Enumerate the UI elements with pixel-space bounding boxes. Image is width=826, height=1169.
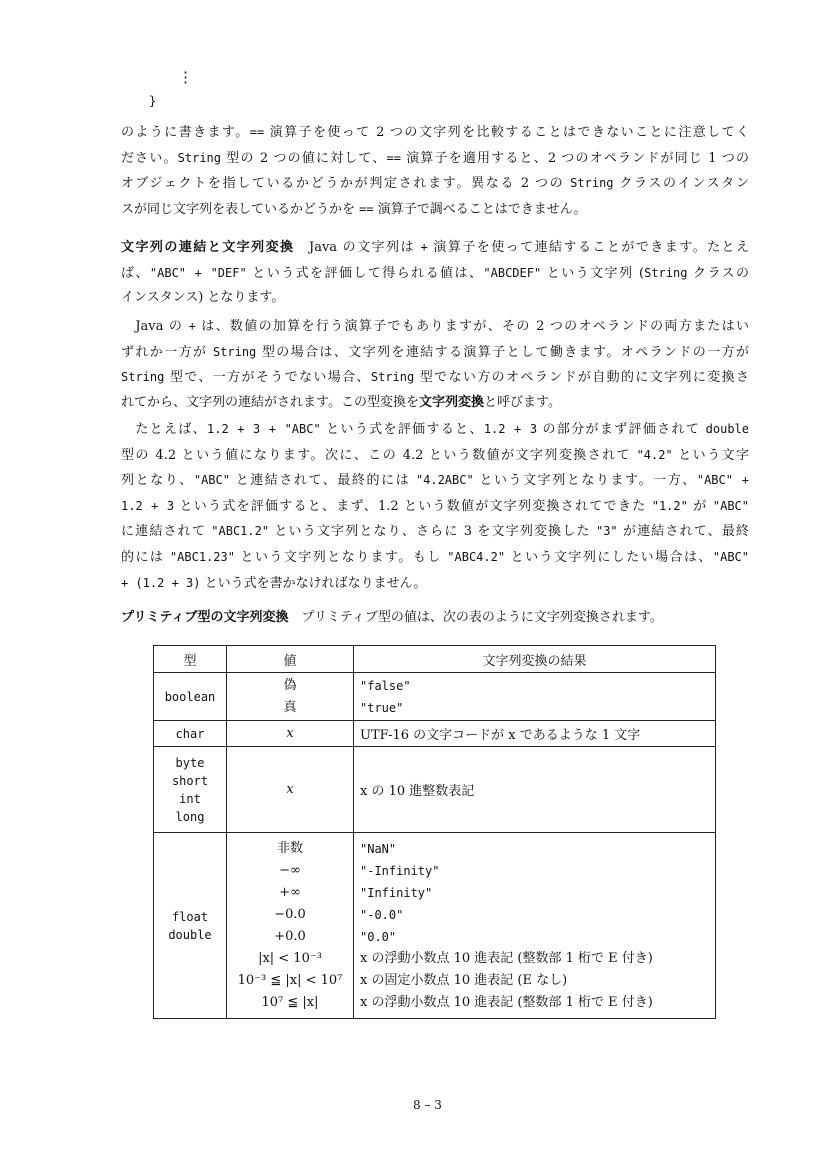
paragraph-plus-operator [121, 314, 749, 415]
text-run: たとえば、 [121, 422, 207, 437]
text-line [121, 146, 749, 172]
text-line [121, 571, 749, 597]
text-run: スが同じ文字列を表しているかどうかを [121, 201, 360, 217]
char-result-cell: UTF-16 の文字コードが x であるような 1 文字 [354, 721, 716, 747]
text-run: が連結されて、最終 [617, 524, 749, 540]
code-fragment: "4.2ABC" [415, 473, 474, 488]
code-fragment: + [188, 319, 196, 333]
code-fragment: double [705, 422, 750, 436]
floating-values-cell [227, 833, 354, 1019]
header-value: 値 [227, 646, 354, 673]
text-run: 型の 2 つの値に対して、 [221, 150, 387, 166]
text-run: プリミティブ型の値は、次の表のように文字列変換されます。 [288, 610, 663, 625]
text-run: という文字列 ( [541, 265, 645, 281]
text-run: という文字列にしたい場合は、 [505, 549, 713, 565]
text-run: という式を評価して得られる値は、 [246, 265, 484, 281]
text-run: Java の文字列は [294, 240, 421, 255]
integer-types-cell [154, 747, 227, 833]
text-run: オブジェクトを指しているかどうかが判定されます。異なる 2 つの [121, 176, 571, 192]
value-large-magnitude: 10⁷ ≦ |x| [261, 994, 319, 1010]
text-run: インスタンス) となります。 [121, 290, 285, 306]
code-fragment: String [121, 370, 165, 385]
code-fragment: "ABC1.23" [169, 549, 235, 564]
table-row [154, 673, 716, 721]
text-run: 型でない方のオペランドが自動的に文字列に変換さ [414, 370, 750, 386]
bold-term: 文字列変換 [418, 394, 484, 410]
table-row [154, 721, 716, 747]
text-run: は、数値の加算を行う演算子でもありますが、その 2 つのオペランドの両方またはい [195, 319, 749, 334]
text-line [121, 391, 749, 416]
value-mid-magnitude: 10⁻³ ≦ |x| < 10⁷ [237, 972, 343, 988]
text-line [121, 494, 749, 520]
text-line [121, 365, 749, 391]
code-fragment: "1.2" [651, 498, 688, 513]
code-fragment: "ABC" [712, 549, 749, 564]
code-fragment: 1.2 + 3 [483, 422, 538, 436]
floating-types-cell [154, 833, 227, 1019]
code-closing-brace: } [149, 94, 157, 108]
text-line [121, 171, 749, 197]
text-line [121, 235, 749, 261]
code-fragment: "ABC" [712, 498, 749, 513]
code-fragment: + (1.2 + 3) [121, 575, 201, 590]
value-true: 真 [283, 699, 297, 715]
code-fragment: "ABCDEF" [483, 265, 542, 280]
header-type: 型 [154, 646, 227, 673]
text-run: のように書きます。 [121, 125, 250, 140]
value-positive-infinity: +∞ [279, 884, 301, 900]
type-name: long [175, 809, 205, 824]
text-run: という式を評価すると、 [320, 422, 484, 437]
code-fragment: String [212, 344, 257, 359]
code-fragment: == [386, 150, 401, 165]
text-run: と連結されて、最終的には [229, 473, 416, 489]
code-fragment: "ABC" + "DEF" [149, 265, 247, 280]
result-true: "true" [360, 700, 404, 715]
conversion-table [153, 645, 716, 1019]
code-fragment: "ABC" [193, 473, 230, 488]
text-run: クラスの [687, 265, 749, 281]
char-value-cell: x [227, 721, 354, 747]
boolean-type-cell [154, 673, 227, 721]
integer-result-cell: x の 10 進整数表記 [354, 747, 716, 833]
text-line [121, 606, 749, 631]
value-positive-zero: +0.0 [274, 928, 306, 944]
value-small-magnitude: |x| < 10⁻³ [258, 950, 322, 966]
text-run: という文字列となります。一方、 [473, 473, 697, 489]
text-run: 演算子を使って連結することができます。たとえ [427, 240, 749, 255]
result-positive-infinity: "Infinity" [360, 885, 433, 900]
char-type-cell: char [154, 721, 227, 747]
type-name: int [179, 791, 201, 806]
table-row [154, 833, 716, 1019]
text-run: に連結されて [121, 524, 212, 540]
text-run: という文字列となり、さらに 3 を文字列変換した [269, 524, 596, 540]
type-name: byte [175, 755, 205, 770]
code-fragment: String [370, 370, 415, 385]
paragraph-string-equality [121, 120, 749, 222]
text-run: 演算子で調べることはできません。 [373, 201, 587, 217]
paragraph-primitive-conversion [121, 606, 749, 631]
text-run: 演算子を適用すると、2 つのオペランドが同じ 1 つの [400, 150, 749, 166]
integer-value-cell: x [227, 747, 354, 833]
code-fragment: 1.2 + 3 + "ABC" [207, 422, 321, 436]
result-negative-zero: "-0.0" [360, 907, 404, 922]
result-nan: "NaN" [360, 841, 397, 856]
result-small-magnitude: x の浮動小数点 10 進表記 (整数部 1 桁で E 付き) [360, 950, 653, 966]
code-fragment: "ABC1.2" [211, 524, 270, 539]
value-nan: 非数 [276, 840, 303, 856]
boolean-values-cell [227, 673, 354, 721]
text-line [121, 120, 749, 146]
text-line [121, 340, 749, 366]
text-run: クラスのインスタン [613, 176, 749, 192]
code-fragment: + [420, 240, 428, 254]
paragraph-conversion-example [121, 417, 749, 596]
text-run: という文字列となります。もし [234, 549, 448, 565]
bold-term: 文字列の連結と文字列変換 [121, 240, 295, 255]
table-header-row [154, 646, 716, 673]
result-negative-infinity: "-Infinity" [360, 863, 440, 878]
text-run: 型の場合は、文字列を連結する演算子として働きます。オペランドの一方が [256, 344, 749, 360]
type-name: boolean [164, 689, 216, 704]
result-large-magnitude: x の浮動小数点 10 進表記 (整数部 1 桁で E 付き) [360, 994, 653, 1010]
text-line [121, 197, 749, 223]
text-run: という式を書かなければなりません。 [200, 575, 427, 591]
code-fragment: String [177, 150, 221, 165]
text-run: という文字 [672, 447, 749, 463]
result-mid-magnitude: x の固定小数点 10 進表記 (E なし) [360, 972, 568, 988]
result-positive-zero: "0.0" [360, 929, 397, 944]
type-name: short [171, 773, 209, 788]
type-name: double [168, 927, 212, 942]
boolean-results-cell [354, 673, 716, 721]
text-run: 的には [121, 549, 170, 565]
text-run: と呼びます。 [483, 394, 561, 410]
page-number: 8 – 3 [413, 1098, 442, 1112]
value-false: 偽 [283, 677, 297, 693]
value-negative-infinity: −∞ [279, 862, 301, 878]
text-line [121, 286, 749, 311]
text-run: れてから、文字列の連結がされます。この型変換を [121, 394, 419, 410]
code-fragment: 1.2 + 3 [121, 498, 175, 513]
result-false: "false" [360, 678, 411, 693]
value-negative-zero: −0.0 [274, 906, 306, 922]
text-line [121, 443, 749, 469]
code-fragment: == [359, 201, 374, 216]
text-run: Java の [121, 319, 189, 334]
bold-term: プリミティブ型の文字列変換 [121, 610, 289, 625]
text-run: の部分がまず評価されて [537, 422, 706, 437]
code-fragment: == [249, 125, 265, 139]
text-line [121, 468, 749, 494]
text-run: ださい。 [121, 150, 178, 166]
text-run: 演算子を使って 2 つの文字列を比較することはできないことに注意してく [264, 125, 749, 140]
text-run: 型で、一方がそうでない場合、 [164, 370, 371, 386]
text-run: が [687, 498, 713, 514]
code-fragment: String [570, 176, 614, 191]
text-run: 列となり、 [121, 473, 194, 489]
code-fragment: "ABC4.2" [447, 549, 506, 564]
header-result: 文字列変換の結果 [354, 646, 716, 673]
code-vertical-ellipsis: ⋮ [178, 68, 193, 86]
paragraph-string-concatenation [121, 235, 749, 311]
text-run: ば、 [121, 265, 150, 281]
text-run: という式を評価すると、まず、1.2 という数値が文字列変換されてできた [174, 498, 652, 514]
text-run: ずれか一方が [121, 344, 213, 360]
table-row [154, 747, 716, 833]
text-line [121, 261, 749, 287]
text-line [121, 519, 749, 545]
text-line [121, 314, 749, 340]
text-line [121, 545, 749, 571]
text-run: 型の 4.2 という値になります。次に、この 4.2 という数値が文字列変換されて [121, 447, 637, 463]
code-fragment: "4.2" [636, 447, 673, 462]
type-name: float [171, 909, 209, 924]
code-fragment: "3" [595, 524, 618, 539]
text-line [121, 417, 749, 443]
code-fragment: String [644, 265, 688, 280]
code-fragment: "ABC" + [696, 473, 749, 488]
floating-results-cell [354, 833, 716, 1019]
